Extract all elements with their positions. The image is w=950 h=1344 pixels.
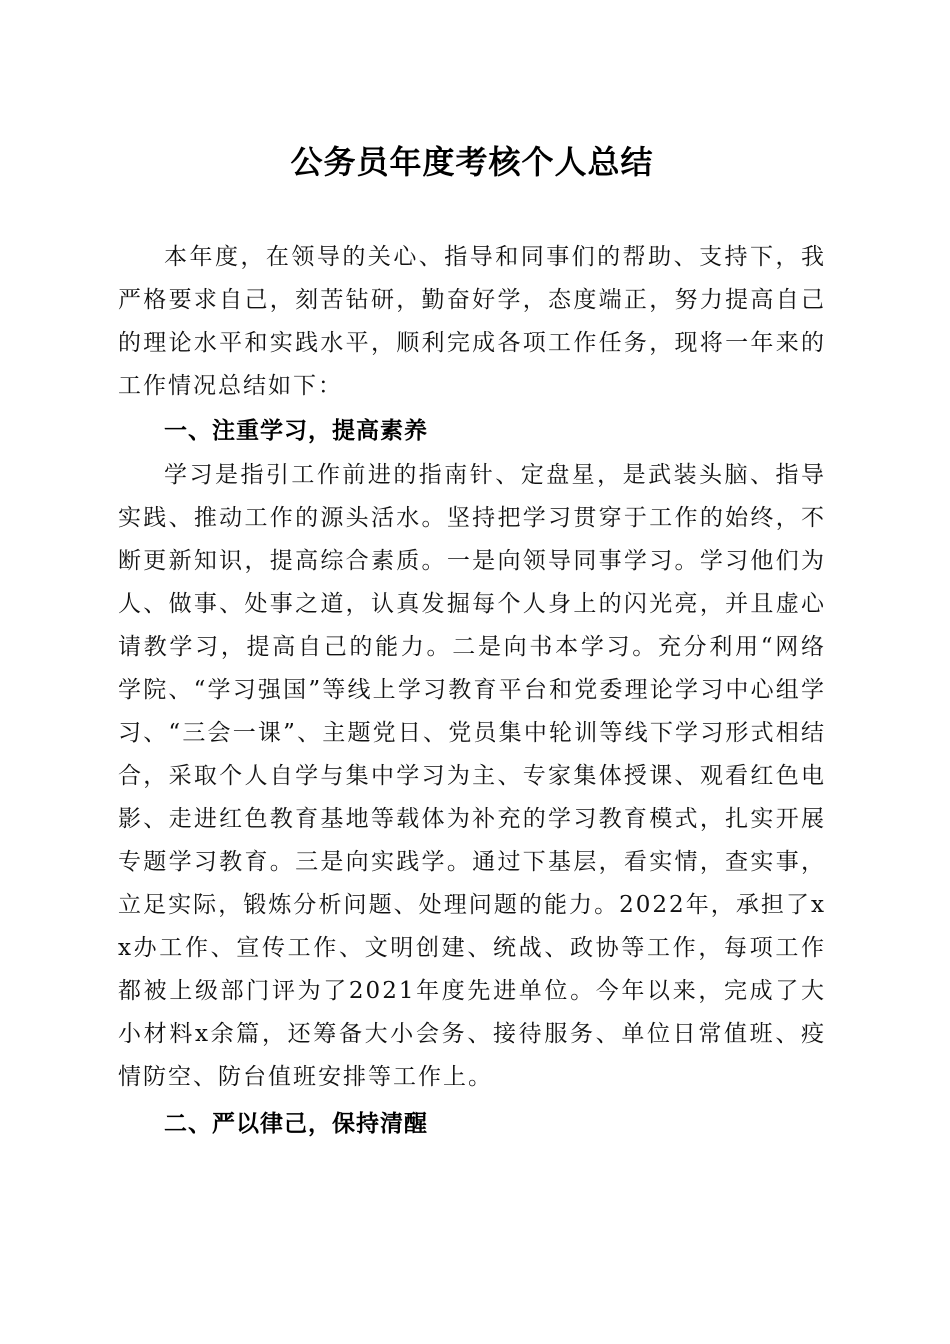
document-body	[118, 138, 826, 1147]
section-1-paragraph: 学习是指引工作前进的指南针、定盘星，是武装头脑、指导实践、推动工作的源头活水。坚持把学习贯穿于工作的始终，不断更新知识，提高综合素质。一是向领导同事学习。学习他们为人、做事、处事之道，认真发掘每个人身上的闪光亮，并且虚心请教学习，提高自己的能力。二是向书本学习。充分利用“网络学院、“学习强国”等线上学习教育平台和党委理论学习中心组学习、“三会一课”、主题党日、党员集中轮训等线下学习形式相结合，采取个人自学与集中学习为主、专家集体授课、观看红色电影、走进红色教育基地等载体为补充的学习教育模式，扎实开展专题学习教育。三是向实践学。通过下基层，看实情，查实事，立足实际，锻炼分析问题、处理问题的能力。2022年，承担了xx办工作、宣传工作、文明创建、统战、政协等工作，每项工作都被上级部门评为了2021年度先进单位。今年以来，完成了大小材料x余篇，还筹备大小会务、接待服务、单位日常值班、疫情防空、防台值班安排等工作上。	[118, 462, 826, 1090]
section-heading-2: 二、严以律己，保持清醒	[164, 1111, 428, 1137]
intro-paragraph: 本年度，在领导的关心、指导和同事们的帮助、支持下，我严格要求自己，刻苦钻研，勤奋好学，态度端正，努力提高自己的理论水平和实践水平，顺利完成各项工作任务，现将一年来的工作情况总结如下：	[118, 244, 826, 399]
section-heading-1: 一、注重学习，提高素养	[164, 418, 428, 444]
document-title: 公务员年度考核个人总结	[290, 143, 654, 181]
